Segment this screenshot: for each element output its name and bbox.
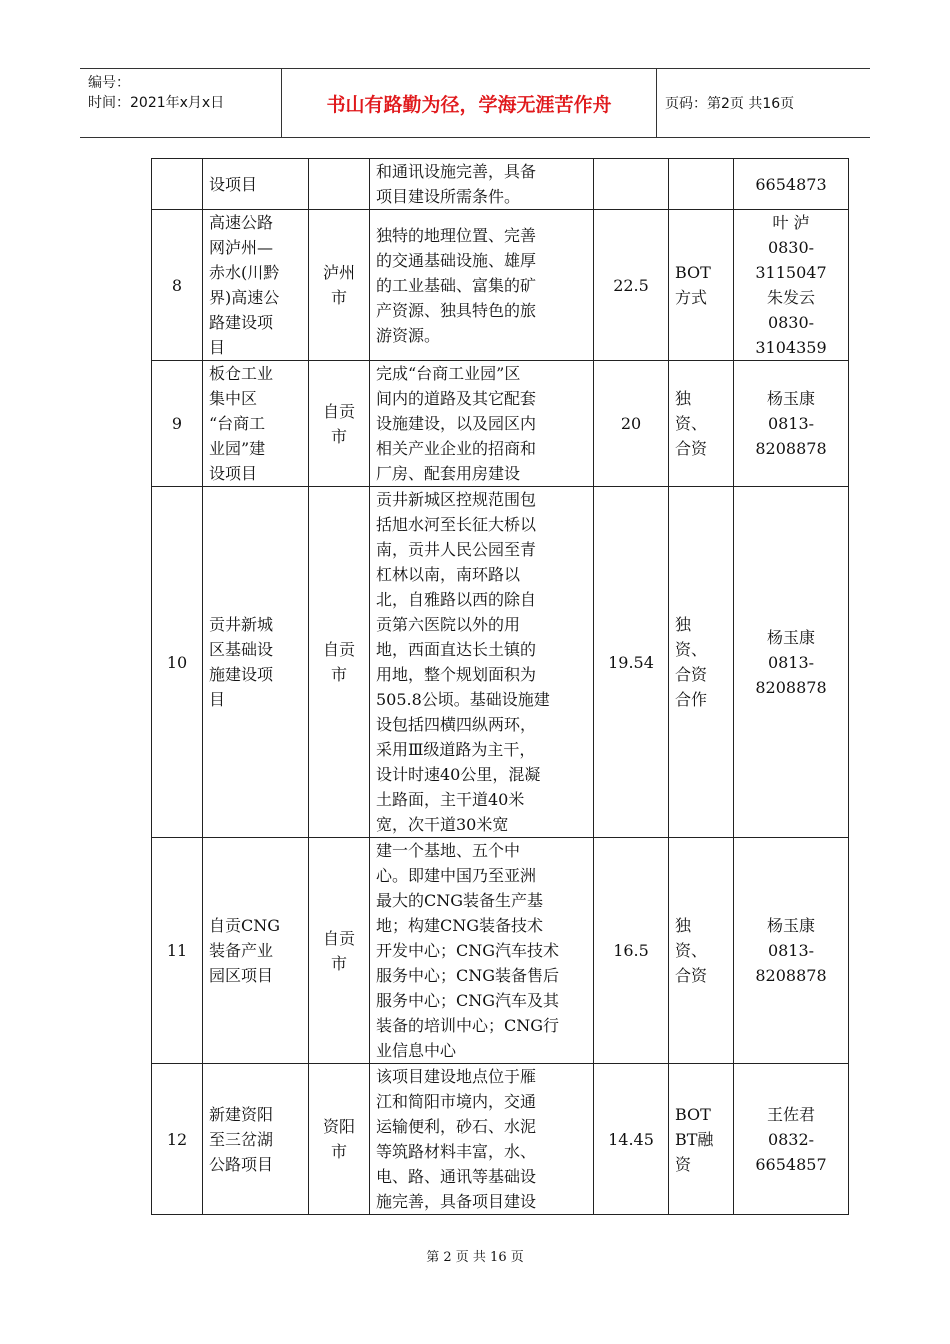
table-row — [152, 159, 849, 210]
investment-cell: 14.45 — [594, 1064, 669, 1215]
project-name-cell: 高速公路 网泸州— 赤水(川黔 界)高速公 路建设项 目 — [203, 210, 309, 361]
header-motto: 书山有路勤为径，学海无涯苦作舟 — [282, 69, 657, 137]
contact-cell: 杨玉康 0813- 8208878 — [734, 838, 849, 1064]
investment-cell: 16.5 — [594, 838, 669, 1064]
cooperation-mode-cell: 独 资、 合资 — [669, 838, 734, 1064]
investment-cell: 20 — [594, 361, 669, 487]
city-cell: 资阳 市 — [309, 1064, 370, 1215]
project-name-cell: 新建资阳 至三岔湖 公路项目 — [203, 1064, 309, 1215]
investment-cell: 22.5 — [594, 210, 669, 361]
number-label: 编号： — [88, 75, 130, 91]
page-footer: 第 2 页 共 16 页 — [426, 1250, 524, 1265]
row-number-cell: 12 — [152, 1064, 203, 1215]
cooperation-mode-cell: BOT 方式 — [669, 210, 734, 361]
contact-cell: 王佐君 0832- 6654857 — [734, 1064, 849, 1215]
project-name-cell: 设项目 — [203, 159, 309, 210]
description-cell: 贡井新城区控规范围包 括旭水河至长征大桥以 南，贡井人民公园至青 杠林以南，南环路以 北，自雅路以西的除自 贡第六医院以外的用 地，西面直达长土镇的 用地，整个规划面积为 505.8公顷。基础设施建 设包括四横四纵两环， 采用Ⅲ级道路为主干， 设计时速40公里，混凝 土路面，主干道40米 宽，次干道30米宽 — [370, 487, 594, 838]
investment-cell: 19.54 — [594, 487, 669, 838]
row-number-cell: 10 — [152, 487, 203, 838]
project-name-cell: 板仓工业 集中区 “台商工 业园”建 设项目 — [203, 361, 309, 487]
description-cell: 建一个基地、五个中 心。即建中国乃至亚洲 最大的CNG装备生产基 地；构建CNG装备技术 开发中心；CNG汽车技术 服务中心；CNG装备售后 服务中心；CNG汽车及其 装备的培训中心；CNG行 业信息中心 — [370, 838, 594, 1064]
description-cell: 该项目建设地点位于雁 江和简阳市境内，交通 运输便利，砂石、水泥 等筑路材料丰富，水、 电、路、通讯等基础设 施完善，具备项目建设 — [370, 1064, 594, 1215]
city-cell: 自贡 市 — [309, 487, 370, 838]
description-cell: 和通讯设施完善，具备 项目建设所需条件。 — [370, 159, 594, 210]
cooperation-mode-cell: 独 资、 合资 — [669, 361, 734, 487]
row-number-cell — [152, 159, 203, 210]
header-meta — [80, 69, 282, 137]
row-number-cell: 11 — [152, 838, 203, 1064]
contact-cell: 6654873 — [734, 159, 849, 210]
cooperation-mode-cell: BOT BT融 资 — [669, 1064, 734, 1215]
contact-cell: 杨玉康 0813- 8208878 — [734, 361, 849, 487]
project-name-cell: 自贡CNG 装备产业 园区项目 — [203, 838, 309, 1064]
investment-cell — [594, 159, 669, 210]
header-page-label: 页码：第2页 共16页 — [665, 96, 795, 112]
description-cell: 完成“台商工业园”区 间内的道路及其它配套 设施建设，以及园区内 相关产业企业的招商和 厂房、配套用房建设 — [370, 361, 594, 487]
table-row — [152, 1064, 849, 1215]
row-number-cell: 9 — [152, 361, 203, 487]
cooperation-mode-cell — [669, 159, 734, 210]
page-header — [80, 68, 870, 138]
table-row — [152, 838, 849, 1064]
project-table — [151, 158, 849, 1215]
table-row — [152, 210, 849, 361]
time-label: 时间：2021年x月x日 — [88, 95, 225, 111]
contact-cell: 杨玉康 0813- 8208878 — [734, 487, 849, 838]
description-cell: 独特的地理位置、完善 的交通基础设施、雄厚 的工业基础、富集的矿 产资源、独具特色的旅 游资源。 — [370, 210, 594, 361]
city-cell: 自贡 市 — [309, 361, 370, 487]
city-cell: 自贡 市 — [309, 838, 370, 1064]
table-row — [152, 487, 849, 838]
city-cell: 泸州 市 — [309, 210, 370, 361]
row-number-cell: 8 — [152, 210, 203, 361]
project-name-cell: 贡井新城 区基础设 施建设项 目 — [203, 487, 309, 838]
cooperation-mode-cell: 独 资、 合资 合作 — [669, 487, 734, 838]
table-row — [152, 361, 849, 487]
city-cell — [309, 159, 370, 210]
contact-cell: 叶 泸 0830- 3115047 朱发云 0830- 3104359 — [734, 210, 849, 361]
